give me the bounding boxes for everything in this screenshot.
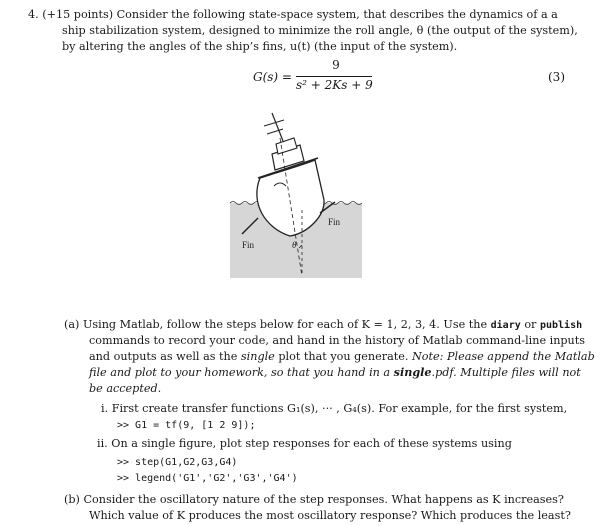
- fin-left-label: Fin: [242, 240, 255, 250]
- code-legend: >> legend('G1','G2','G3','G4'): [117, 473, 298, 484]
- subitem-i-text: First create transfer functions G₁(s), ··· , G₄(s). For example, for the first system,: [111, 402, 568, 415]
- equation-tag: (3): [548, 70, 565, 84]
- part-a-line-1: [64, 317, 582, 333]
- note-line-1: Note: Please append the Matlab: [412, 350, 595, 363]
- equation-numerator: 9: [332, 58, 340, 72]
- note-line-2-post: .pdf. Multiple files will not: [431, 366, 581, 379]
- problem-line-2: ship stabilization system, designed to minimize the roll angle, θ (the output of the system),: [62, 24, 578, 37]
- mast-crossbar-2: [267, 129, 283, 134]
- part-a-text-3-post: plot that you generate.: [278, 350, 409, 363]
- subitem-i: [101, 401, 567, 416]
- mast-crossbar: [264, 120, 284, 126]
- code-step: >> step(G1,G2,G3,G4): [117, 457, 238, 468]
- note-line-2: file and plot to your homework, so that you hand in a: [89, 366, 391, 379]
- publish-command: publish: [539, 320, 583, 331]
- part-b-text-1: Consider the oscillatory nature of the step responses. What happens as K increases?: [83, 493, 564, 506]
- part-b-line-2: Which value of K produces the most oscillatory response? Which produces the least?: [89, 509, 571, 522]
- part-a-text-3: and outputs as well as the: [89, 350, 238, 363]
- part-a-text-1: Using Matlab, follow the steps below for each of K = 1, 2, 3, 4. Use the: [82, 318, 488, 331]
- problem-text-1: Consider the following state-space system, that describes the dynamics of a a: [116, 8, 558, 21]
- equation-lhs: G(s) =: [253, 70, 292, 84]
- fin-right-label: Fin: [328, 217, 341, 227]
- problem-line-1: [28, 7, 558, 22]
- subitem-ii: [97, 436, 512, 451]
- part-a-line-4: [89, 365, 581, 380]
- part-b-line-1: [64, 492, 564, 507]
- diary-command: diary: [490, 320, 521, 331]
- problem-line-3: by altering the angles of the ship’s fins, u(t) (the input of the system).: [62, 40, 458, 53]
- part-b-label: (b): [64, 493, 80, 506]
- subitem-ii-text: On a single figure, plot step responses for each of these systems using: [111, 437, 512, 450]
- part-a-line-2: commands to record your code, and hand in the history of Matlab command-line inputs: [89, 334, 586, 347]
- part-a-line-5: be accepted.: [89, 382, 162, 395]
- single-emphasis: single: [240, 350, 275, 363]
- ship-mast: [272, 113, 283, 141]
- fraction-bar: [296, 76, 372, 77]
- part-a-line-3: [89, 349, 595, 364]
- problem-points: (+15 points): [42, 8, 114, 21]
- subitem-ii-label: ii.: [97, 437, 108, 450]
- part-a-label: (a): [64, 318, 80, 331]
- equation-denominator: s² + 2Ks + 9: [296, 78, 373, 92]
- code-tf: >> G1 = tf(9, [1 2 9]);: [117, 420, 256, 431]
- angle-label: θ: [292, 240, 297, 250]
- subitem-i-label: i.: [101, 402, 109, 415]
- ship-diagram: [220, 108, 380, 280]
- or-word: or: [524, 318, 537, 331]
- problem-number: 4.: [28, 8, 39, 21]
- single-bold-emphasis: single: [393, 365, 432, 379]
